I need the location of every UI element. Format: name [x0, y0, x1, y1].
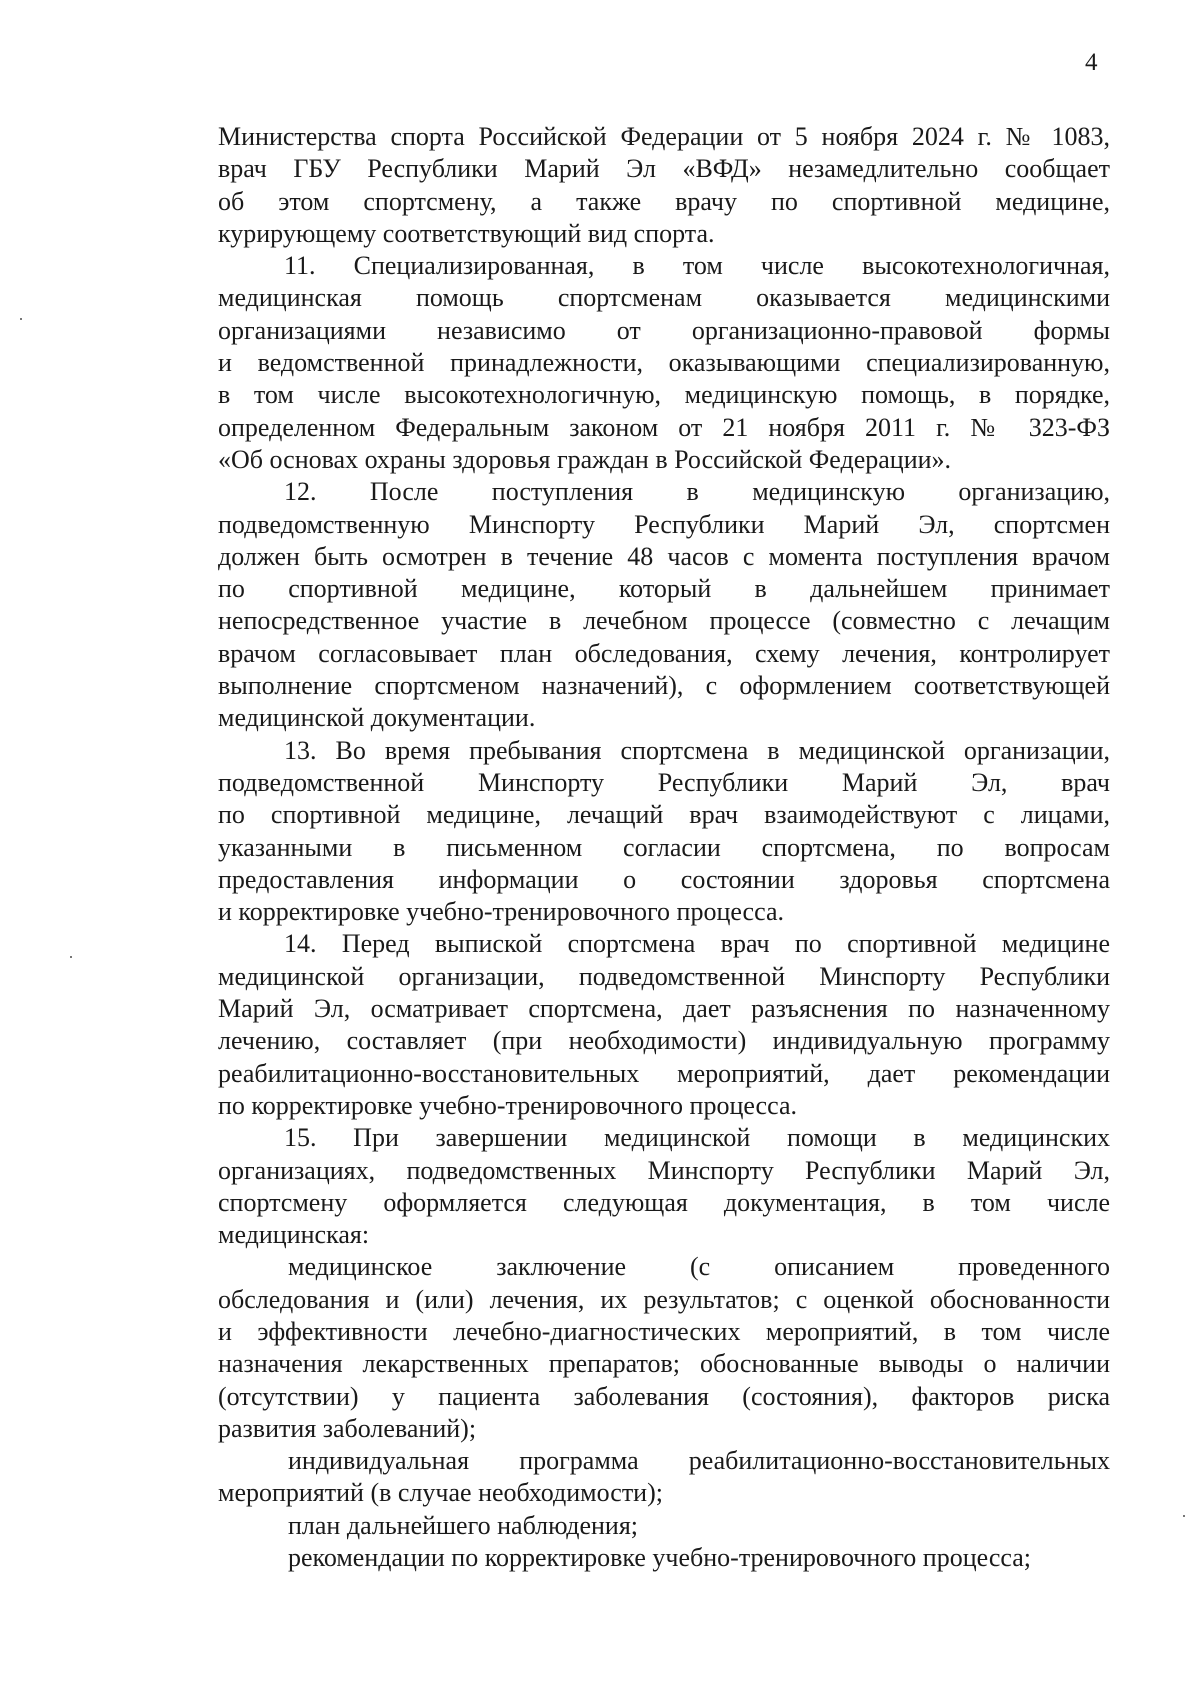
text-line: по корректировке учебно-тренировочного процесса. — [218, 1090, 797, 1120]
page-number: 4 — [1085, 49, 1098, 76]
text-line: спортсмену оформляется следующая документация, в том числе — [218, 1187, 1110, 1217]
text-line: по спортивной медицине, который в дальнейшем принимает — [218, 574, 1110, 604]
paragraph-12-start: 12. После поступления в медицинскую организацию, — [284, 477, 1110, 507]
text-line: указанными в письменном согласии спортсмена, по вопросам — [218, 832, 1110, 862]
text-line: (отсутствии) у пациента заболевания (состояния), факторов риска — [218, 1381, 1110, 1411]
scan-speck — [20, 318, 22, 320]
list-item-rehab-program: индивидуальная программа реабилитационно-восстановительных — [288, 1446, 1110, 1476]
text-line: врачом согласовывает план обследования, схему лечения, контролирует — [218, 638, 1110, 668]
text-line: реабилитационно-восстановительных мероприятий, дает рекомендации — [218, 1058, 1110, 1088]
text-line: об этом спортсмену, а также врачу по спортивной медицине, — [218, 186, 1110, 216]
text-line: врач ГБУ Республики Марий Эл «ВФД» незамедлительно сообщает — [218, 154, 1110, 184]
list-item-medical-conclusion: медицинское заключение (с описанием проведенного — [288, 1252, 1110, 1282]
list-item-observation-plan: план дальнейшего наблюдения; — [288, 1510, 639, 1540]
text-line: непосредственное участие в лечебном процессе (совместно с лечащим — [218, 606, 1110, 636]
text-line: Марий Эл, осматривает спортсмена, дает разъяснения по назначенному — [218, 994, 1110, 1024]
text-line: мероприятий (в случае необходимости); — [218, 1478, 663, 1508]
paragraph-14-start: 14. Перед выпиской спортсмена врач по спортивной медицине — [284, 929, 1110, 959]
text-line: выполнение спортсменом назначений), с оформлением соответствующей — [218, 671, 1110, 701]
text-line: и эффективности лечебно-диагностических мероприятий, в том числе — [218, 1316, 1110, 1346]
text-line: «Об основах охраны здоровья граждан в Российской Федерации». — [218, 444, 952, 474]
text-line: по спортивной медицине, лечащий врач взаимодействуют с лицами, — [218, 800, 1110, 830]
paragraph-15-start: 15. При завершении медицинской помощи в медицинских — [284, 1123, 1110, 1153]
text-line: курирующему соответствующий вид спорта. — [218, 218, 715, 248]
text-line: назначения лекарственных препаратов; обоснованные выводы о наличии — [218, 1349, 1110, 1379]
text-line: лечению, составляет (при необходимости) индивидуальную программу — [218, 1026, 1110, 1056]
text-line: медицинской документации. — [218, 703, 536, 733]
text-line: медицинской организации, подведомственной Минспорту Республики — [218, 961, 1110, 991]
scan-speck — [70, 956, 72, 958]
text-line: в том числе высокотехнологичную, медицинскую помощь, в порядке, — [218, 380, 1110, 410]
text-line: медицинская: — [218, 1220, 370, 1250]
text-line: подведомственной Минспорту Республики Марий Эл, врач — [218, 767, 1110, 797]
text-line: должен быть осмотрен в течение 48 часов с момента поступления врачом — [218, 541, 1110, 571]
text-line: и ведомственной принадлежности, оказывающими специализированную, — [218, 348, 1110, 378]
paragraph-13-start: 13. Во время пребывания спортсмена в медицинской организации, — [284, 735, 1110, 765]
document-body — [218, 121, 1110, 1574]
text-line: организациями независимо от организационно-правовой формы — [218, 315, 1110, 345]
text-line: развития заболеваний); — [218, 1413, 477, 1443]
text-line: организациях, подведомственных Минспорту Республики Марий Эл, — [218, 1155, 1110, 1185]
scan-speck — [1183, 1515, 1185, 1517]
text-line: и корректировке учебно-тренировочного процесса. — [218, 897, 784, 927]
text-line: подведомственную Минспорту Республики Марий Эл, спортсмен — [218, 509, 1110, 539]
text-line: медицинская помощь спортсменам оказывается медицинскими — [218, 283, 1110, 313]
paragraph-11-start: 11. Специализированная, в том числе высокотехнологичная, — [284, 251, 1110, 281]
text-line: Министерства спорта Российской Федерации от 5 ноября 2024 г. № 1083, — [218, 122, 1110, 151]
text-line: определенном Федеральным законом от 21 ноября 2011 г. № 323-ФЗ — [218, 412, 1110, 442]
text-line: предоставления информации о состоянии здоровья спортсмена — [218, 864, 1110, 894]
text-line: обследования и (или) лечения, их результатов; с оценкой обоснованности — [218, 1284, 1110, 1314]
list-item-training-recommendations: рекомендации по корректировке учебно-тренировочного процесса; — [288, 1543, 1031, 1573]
